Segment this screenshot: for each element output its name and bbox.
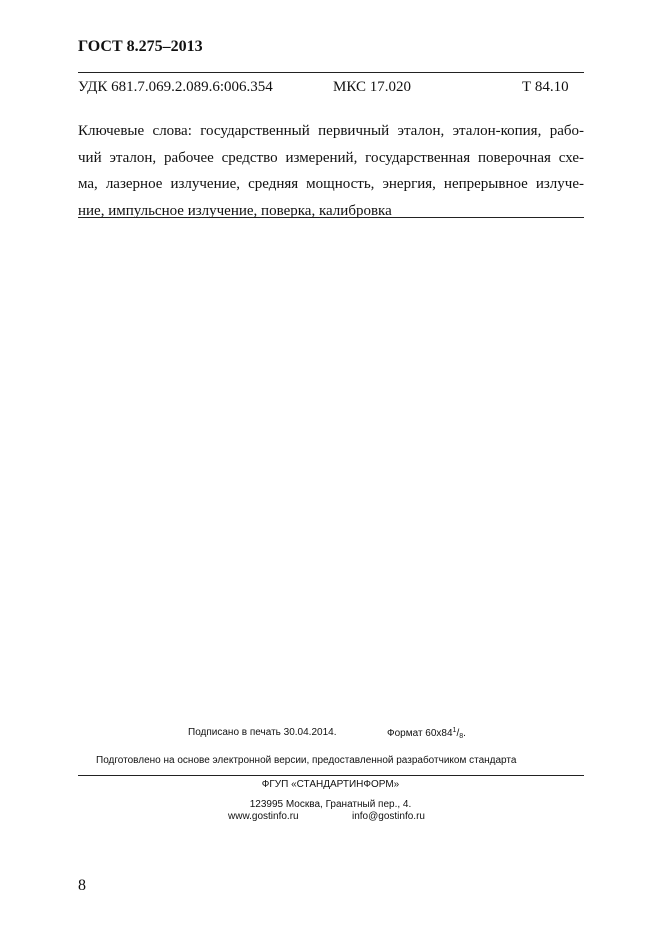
format-label: Формат 60x84	[387, 728, 453, 739]
format-numerator: 1	[452, 727, 457, 734]
udk-code: УДК 681.7.069.2.089.6:006.354	[78, 79, 273, 95]
paper-format: Формат $60x84^1/_8$.	[387, 727, 466, 740]
keywords-block	[78, 118, 584, 224]
prepared-note: Подготовлено на основе электронной версии, предоставленной разработчиком стандарта	[96, 755, 517, 766]
document-code: ГОСТ 8.275–2013	[78, 38, 203, 55]
keywords-divider	[78, 217, 584, 218]
keywords-line: ние, импульсное излучение, поверка, калибровка	[78, 202, 392, 219]
signed-for-print: Подписано в печать 30.04.2014.	[188, 727, 337, 738]
publisher-name: ФГУП «СТАНДАРТИНФОРМ»	[261, 779, 400, 790]
format-denominator: 8	[459, 733, 464, 740]
okp-code: Т 84.10	[522, 79, 569, 95]
page-number: 8	[78, 877, 86, 894]
publisher-email: info@gostinfo.ru	[352, 811, 425, 822]
publisher-website: www.gostinfo.ru	[228, 811, 299, 822]
format-suffix: .	[463, 728, 466, 739]
imprint-divider	[78, 775, 584, 776]
header-divider	[78, 72, 584, 73]
publisher-address: 123995 Москва, Гранатный пер., 4.	[249, 799, 412, 810]
keywords-line: ма, лазерное излучение, средняя мощность, энергия, непрерывное излуче-	[78, 176, 584, 192]
keywords-line: чий эталон, рабочее средство измерений, государственная поверочная схе-	[78, 149, 584, 166]
mks-code: МКС 17.020	[333, 79, 411, 95]
keywords-line: Ключевые слова: государственный первичный эталон, эталон-копия, рабо-	[78, 123, 584, 139]
